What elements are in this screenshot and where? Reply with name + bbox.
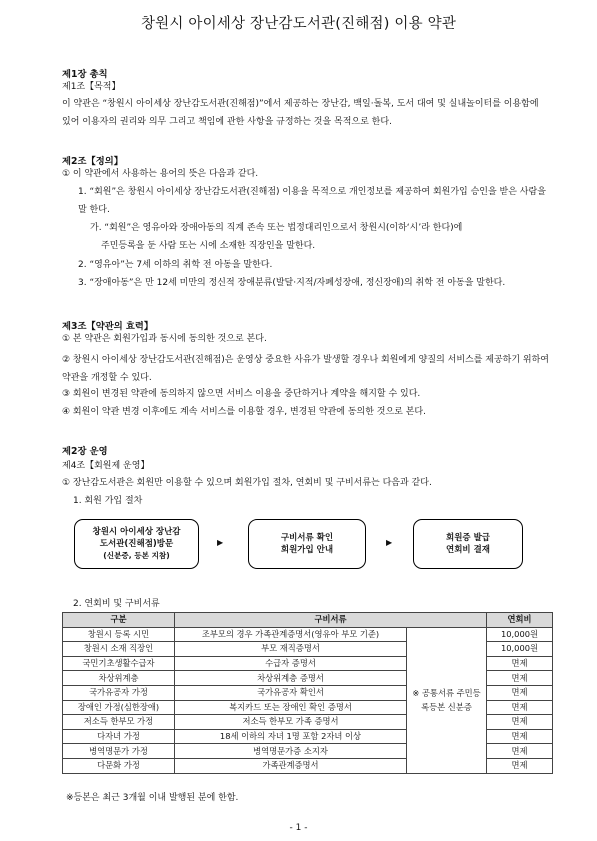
flow-step-issue-card [413,519,523,569]
article-2-item-1-ga-line-1: 가. “회원”은 영유아와 장애아동의 직계 존속 또는 법정대리인으로서 창원시(이하‘시’라 한다)에 [90,223,463,233]
article-3-heading: 제3조【약관의 효력】 [62,321,154,332]
row-fee: 면제 [487,715,553,730]
row-document: 부모 재직증명서 [175,642,407,657]
row-fee: 10,000원 [487,642,553,657]
article-2-heading: 제2조【정의】 [62,156,123,167]
row-fee: 면제 [487,700,553,715]
flow-step-visit-line-3: (신분증, 등본 지참) [103,551,170,560]
flow-step-check-documents [248,519,366,569]
row-fee: 면제 [487,744,553,759]
flow-step-issue-line-2: 연회비 결재 [445,545,490,555]
row-fee: 면제 [487,671,553,686]
common-documents-cell: ※ 공통서류 주민등록등본 신분증 [407,627,487,773]
article-1-heading: 제1조【목적】 [62,82,121,92]
chapter-1-heading: 제1장 총칙 [62,69,108,80]
table-footnote: ※등본은 최근 3개월 이내 발행된 분에 한함. [66,793,239,803]
flow-step-visit [74,519,199,569]
fees-table [62,612,553,774]
row-fee: 10,000원 [487,627,553,642]
document-title: 창원시 아이세상 장난감도서관(진해점) 이용 약관 [140,16,457,32]
article-2-item-2: 2. “영유아”는 7세 이하의 취학 전 아동을 말한다. [78,260,273,270]
article-2-item-3: 3. “장애아동”은 만 12세 미만의 정신적 장애분류(발달·지적/자폐성장애, 정신장애)의 취학 전 아동을 말한다. [78,278,506,288]
article-3-item-3: ③ 회원이 변경된 약관에 동의하지 않으면 서비스 이용을 중단하거나 계약을 해지할 수 있다. [62,389,421,399]
row-category: 병역명문가 가정 [63,744,175,759]
article-1-text: 이 약관은 “창원시 아이세상 장난감도서관(진해점)”에서 제공하는 장난감, 백일·돌복, 도서 대여 및 실내놀이터를 이용함에 있어 이용자의 권리와 의무 그리고 책임에 관한 사항을 규정하는 것을 목적으로 한다. [62,99,539,127]
header-category: 구분 [63,613,175,628]
row-document: 수급자 증명서 [175,656,407,671]
flow-step-issue-line-1: 회원증 발급 [445,533,490,543]
article-2-intro: ① 이 약관에서 사용하는 용어의 뜻은 다음과 같다. [62,169,259,179]
row-document: 18세 이하의 자녀 1명 포함 2자녀 이상 [175,729,407,744]
chapter-2-heading: 제2장 운영 [62,446,108,457]
row-document: 가족관계증명서 [175,758,407,773]
flow-step-check-line-1: 구비서류 확인 [280,533,334,543]
fees-heading: 2. 연회비 및 구비서류 [73,599,160,609]
header-fee: 연회비 [487,613,553,628]
row-category: 국가유공자 가정 [63,685,175,700]
row-category: 차상위계층 [63,671,175,686]
membership-procedure-heading: 1. 회원 가입 절차 [73,496,143,506]
flow-step-visit-line-1: 창원시 아이세상 장난감 [92,527,181,537]
row-fee: 면제 [487,758,553,773]
table-row [63,627,553,642]
article-3-item-4: ④ 회원이 약관 변경 이후에도 계속 서비스를 이용할 경우, 변경된 약관에 동의한 것으로 본다. [62,407,426,417]
row-document: 조부모의 경우 가족관계증명서(영유아 부모 기준) [175,627,407,642]
flow-arrow-1: ▶ [217,538,224,547]
header-documents: 구비서류 [175,613,487,628]
row-fee: 면제 [487,656,553,671]
page-number: - 1 - [289,823,308,833]
row-document: 복지카드 또는 장애인 확인 증명서 [175,700,407,715]
row-category: 저소득 한부모 가정 [63,715,175,730]
article-4-item-1: ① 장난감도서관은 회원만 이용할 수 있으며 회원가입 절차, 연회비 및 구비서류는 다음과 같다. [62,478,432,488]
row-document: 병역명문가증 소지자 [175,744,407,759]
row-document: 국가유공자 확인서 [175,685,407,700]
row-category: 국민기초생활수급자 [63,656,175,671]
row-category: 장애인 가정(심한장애) [63,700,175,715]
article-3-item-2: ② 창원시 아이세상 장난감도서관(진해점)은 운영상 중요한 사유가 발생할 경우나 회원에게 양질의 서비스를 제공하기 위하여 약관을 개정할 수 있다. [62,355,549,383]
row-category: 다자녀 가정 [63,729,175,744]
article-2-item-1: 1. “회원”은 창원시 아이세상 장난감도서관(진해점) 이용을 목적으로 개인정보를 제공하여 회원가입 승인을 받은 사람을 말 한다. [78,187,546,215]
flow-arrow-2: ▶ [386,538,393,547]
flow-step-visit-line-2: 도서관(진해점)방문 [99,539,174,549]
row-category: 다문화 가정 [63,758,175,773]
flow-step-check-line-2: 회원가입 안내 [280,545,334,555]
row-fee: 면제 [487,729,553,744]
row-fee: 면제 [487,685,553,700]
article-4-heading: 제4조【회원제 운영】 [62,461,150,471]
article-3-item-1: ① 본 약관은 회원가입과 동시에 동의한 것으로 본다. [62,334,267,344]
row-category: 창원시 소재 직장인 [63,642,175,657]
row-document: 차상위계층 증명서 [175,671,407,686]
fees-table-header-row [63,613,553,628]
row-document: 저소득 한부모 가족 증명서 [175,715,407,730]
article-2-item-1-ga-line-2: 주민등록을 둔 사람 또는 시에 소재한 직장인을 말한다. [101,241,316,251]
row-category: 창원시 등록 시민 [63,627,175,642]
